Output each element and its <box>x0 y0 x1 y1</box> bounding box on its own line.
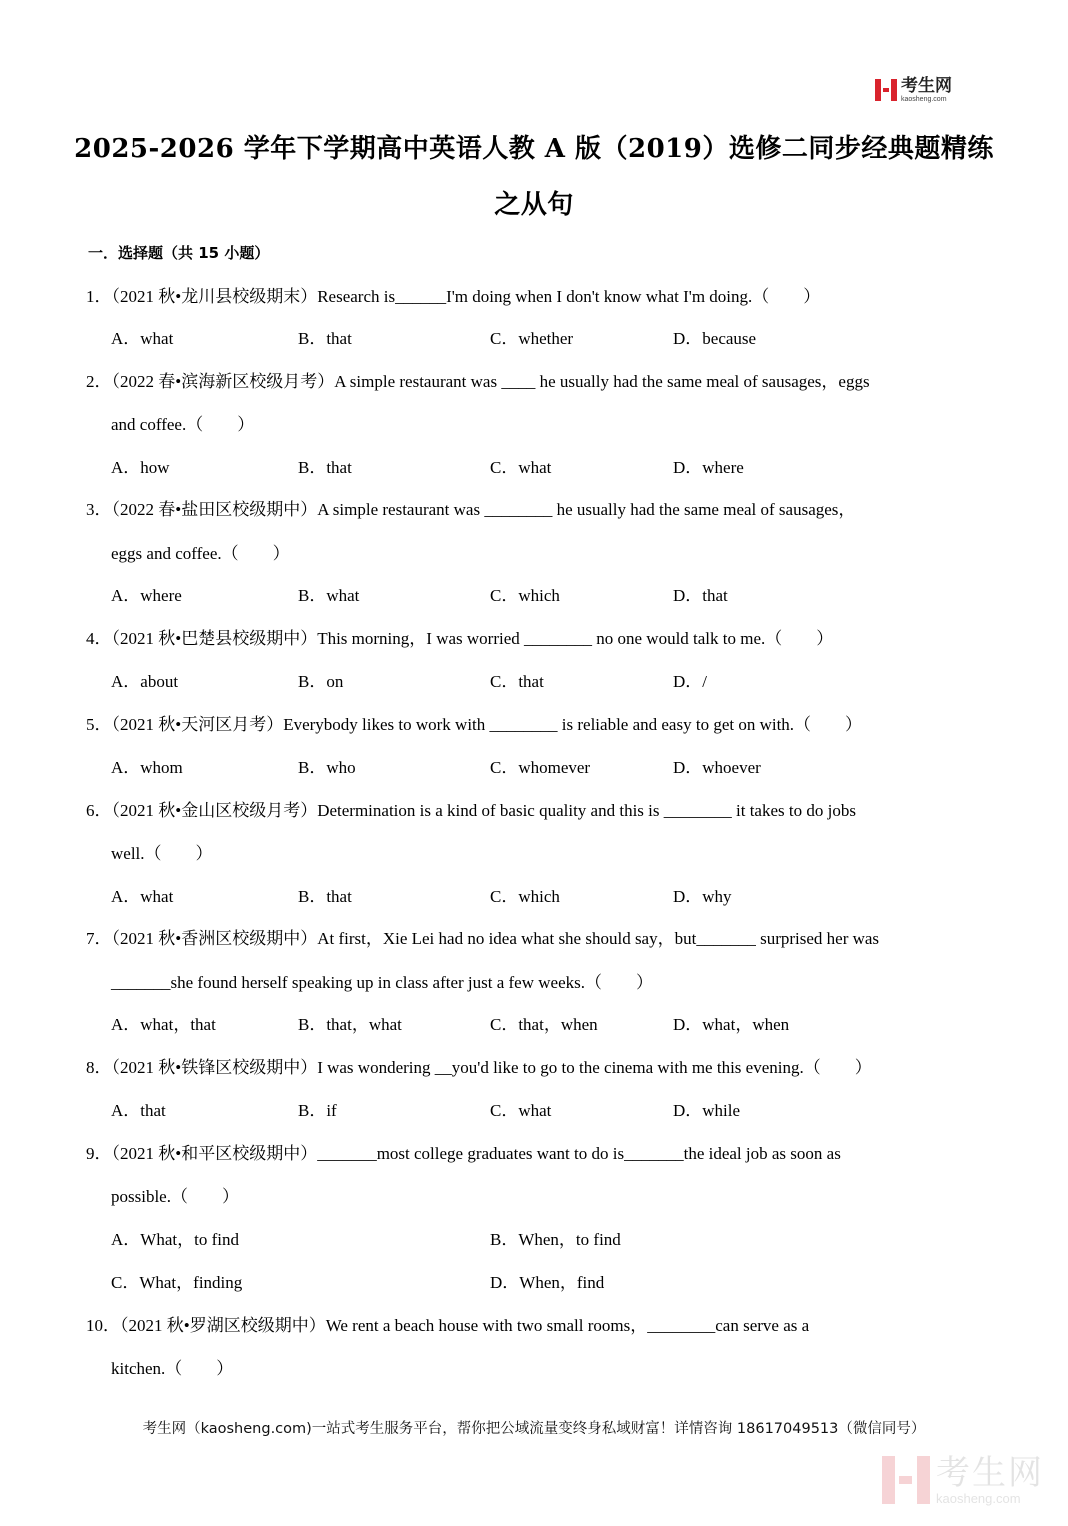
question-1-options <box>111 317 971 360</box>
question-2: 2．（2022 春•滨海新区校级月考）A simple restaurant was ____ he usually had the same meal of sausages，eggs <box>86 372 870 391</box>
question-4: 4．（2021 秋•巴楚县校级期中）This morning，I was worried ________ no one would talk to me.（ ） <box>86 629 834 648</box>
option-a: A．that <box>111 1101 166 1120</box>
kaosheng-logo-icon <box>875 79 897 101</box>
question-7-options <box>111 1003 971 1046</box>
option-a: A．whom <box>111 758 183 777</box>
logo-cn-text: 考生网 <box>901 75 952 96</box>
question-10-continuation: kitchen.（ ） <box>111 1359 234 1378</box>
option-c: C．which <box>490 887 560 906</box>
option-d: D．whoever <box>673 758 761 777</box>
question-9: 9．（2021 秋•和平区校级期中）_______most college graduates want to do is_______the ideal job as soon as <box>86 1144 841 1163</box>
option-b: B．if <box>298 1101 337 1120</box>
option-c: C．whomever <box>490 758 591 777</box>
option-b: B．When，to find <box>490 1230 621 1249</box>
question-5-options <box>111 746 971 789</box>
option-b: B．what <box>298 586 360 605</box>
option-b: B．that，what <box>298 1015 402 1034</box>
option-a: A．what <box>111 329 174 348</box>
option-c: C．whether <box>490 329 574 348</box>
watermark <box>882 1450 1052 1510</box>
option-d: D．where <box>673 458 744 477</box>
document-title-line1: 2025-2026 学年下学期高中英语人教 A 版（2019）选修二同步经典题精练 <box>74 134 994 164</box>
option-b: B．that <box>298 458 352 477</box>
option-a: A．how <box>111 458 170 477</box>
question-2-options <box>111 446 971 489</box>
option-d: D．what，when <box>673 1015 790 1034</box>
option-b: B．that <box>298 887 352 906</box>
question-7: 7．（2021 秋•香洲区校级期中）At first，Xie Lei had no idea what she should say，but_______ surprised her was <box>86 929 880 948</box>
question-5: 5．（2021 秋•天河区月考）Everybody likes to work with ________ is reliable and easy to get on with.（ ） <box>86 715 863 734</box>
question-3-options <box>111 574 971 617</box>
option-b: B．who <box>298 758 356 777</box>
option-c: C．What，finding <box>111 1273 243 1292</box>
option-a: A．what，that <box>111 1015 216 1034</box>
section-heading: 一．选择题（共 15 小题） <box>88 244 270 262</box>
question-10: 10．（2021 秋•罗湖区校级期中）We rent a beach house with two small rooms，________can serve as a <box>86 1316 810 1335</box>
watermark-en-text: kaosheng.com <box>936 1490 1021 1506</box>
question-9-continuation: possible.（ ） <box>111 1187 239 1206</box>
option-d: D．/ <box>673 672 707 691</box>
question-4-options <box>111 660 971 703</box>
option-a: A．about <box>111 672 179 691</box>
question-9-options-row2 <box>111 1261 971 1304</box>
option-b: B．on <box>298 672 344 691</box>
option-a: A．What，to find <box>111 1230 239 1249</box>
kaosheng-logo <box>875 76 967 104</box>
option-c: C．what <box>490 1101 552 1120</box>
option-b: B．that <box>298 329 352 348</box>
document-title-line2: 之从句 <box>494 190 574 220</box>
footer-text: 考生网（kaosheng.com)一站式考生服务平台，帮你把公域流量变终身私域财富！详情咨询 18617049513（微信同号） <box>142 1421 926 1437</box>
question-6-continuation: well.（ ） <box>111 844 213 863</box>
option-c: C．that <box>490 672 544 691</box>
watermark-logo-icon <box>882 1456 930 1504</box>
question-1: 1．（2021 秋•龙川县校级期末）Research is______I'm doing when I don't know what I'm doing.（ ） <box>86 287 821 306</box>
question-8-options <box>111 1089 971 1132</box>
question-8: 8．（2021 秋•铁锋区校级期中）I was wondering __you'd like to go to the cinema with me this evening.（ ） <box>86 1058 872 1077</box>
option-d: D．why <box>673 887 732 906</box>
watermark-cn-text: 考生网 <box>936 1452 1044 1493</box>
question-6-options <box>111 875 971 918</box>
option-c: C．which <box>490 586 560 605</box>
question-6: 6．（2021 秋•金山区校级月考）Determination is a kind of basic quality and this is ________ it takes to do jobs <box>86 801 856 820</box>
option-d: D．When，find <box>490 1273 605 1292</box>
logo-en-text: kaosheng.com <box>901 95 947 103</box>
option-d: D．that <box>673 586 728 605</box>
question-3-continuation: eggs and coffee.（ ） <box>111 544 290 563</box>
question-7-continuation: _______she found herself speaking up in class after just a few weeks.（ ） <box>111 973 653 992</box>
option-d: D．while <box>673 1101 741 1120</box>
option-a: A．what <box>111 887 174 906</box>
question-2-continuation: and coffee.（ ） <box>111 415 255 434</box>
option-c: C．that，when <box>490 1015 598 1034</box>
option-a: A．where <box>111 586 182 605</box>
question-9-options-row1 <box>111 1218 971 1261</box>
option-d: D．because <box>673 329 757 348</box>
question-3: 3．（2022 春•盐田区校级期中）A simple restaurant was ________ he usually had the same meal of sausages， <box>86 500 856 519</box>
option-c: C．what <box>490 458 552 477</box>
